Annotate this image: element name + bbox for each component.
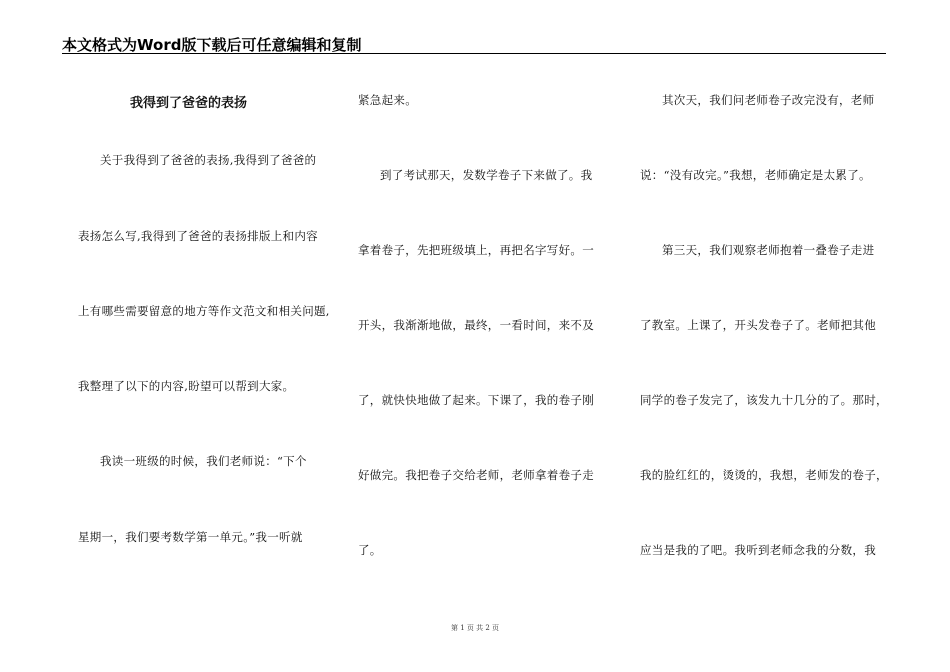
paragraph-line: 其次天，我们问老师卷子改完没有，老师 — [662, 93, 875, 107]
page-number-footer: 第 1 页 共 2 页 — [450, 624, 500, 632]
paragraph-line: 好做完。我把卷子交给老师，老师拿着卷子走 — [358, 468, 594, 482]
paragraph-line: 了，就快快地做了起来。下课了，我的卷子刚 — [358, 393, 594, 407]
paragraph-line: 拿着卷子，先把班级填上，再把名字写好。一 — [358, 243, 594, 257]
paragraph-line: 星期一，我们要考数学第一单元。”我一听就 — [78, 530, 303, 544]
paragraph-line: 我整理了以下的内容,盼望可以帮到大家。 — [78, 379, 295, 393]
document-header-title: 本文格式为Word版下载后可任意编辑和复制 — [62, 36, 362, 54]
paragraph-line: 开头，我渐渐地做，最终，一看时间，来不及 — [358, 318, 594, 332]
article-title: 我得到了爸爸的表扬 — [130, 96, 248, 111]
paragraph-line: 我的脸红红的，烫烫的，我想，老师发的卷子， — [640, 468, 888, 482]
paragraph-line: 到了考试那天，发数学卷子下来做了。我 — [380, 168, 593, 182]
paragraph-line: 关于我得到了爸爸的表扬,我得到了爸爸的 — [100, 153, 317, 167]
paragraph-line: 应当是我的了吧。我听到老师念我的分数，我 — [640, 543, 876, 557]
paragraph-line: 了教室。上课了，开头发卷子了。老师把其他 — [640, 318, 876, 332]
paragraph-line: 同学的卷子发完了，该发九十几分的了。那时， — [640, 393, 888, 407]
paragraph-line: 说：“没有改完。”我想，老师确定是太累了。 — [640, 168, 871, 182]
paragraph-line: 第三天，我们观察老师抱着一叠卷子走进 — [662, 243, 875, 257]
paragraph-line: 上有哪些需要留意的地方等作文范文和相关问题, — [78, 304, 330, 318]
paragraph-line: 了。 — [358, 543, 382, 557]
header-divider — [62, 53, 886, 54]
paragraph-line: 我读一班级的时候，我们老师说：“下个 — [100, 454, 307, 468]
paragraph-line: 紧急起来。 — [358, 93, 417, 107]
paragraph-line: 表扬怎么写,我得到了爸爸的表扬排版上和内容 — [78, 229, 318, 243]
